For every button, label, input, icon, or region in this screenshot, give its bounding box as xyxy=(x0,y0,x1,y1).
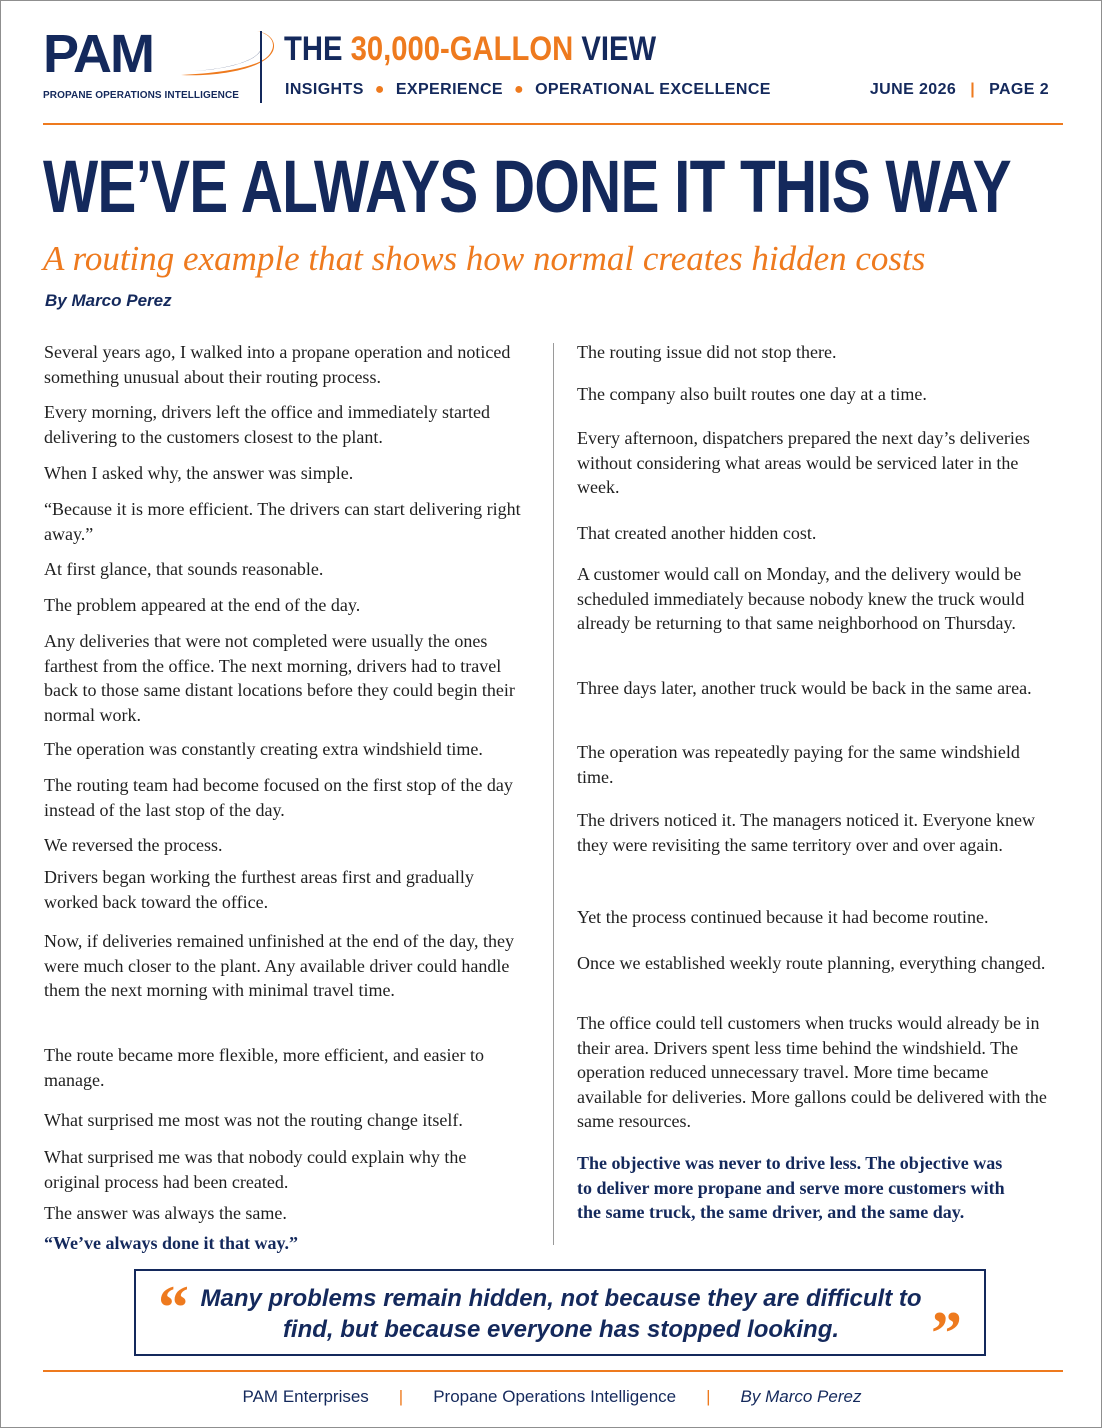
column-divider xyxy=(553,343,554,1245)
bullet-dot-icon: ● xyxy=(374,81,385,98)
page-number: PAGE 2 xyxy=(989,81,1049,98)
issue-date: JUNE 2026 xyxy=(869,81,957,98)
pillar-insights: INSIGHTS xyxy=(285,81,364,98)
masthead-accent: 30,000-GALLON xyxy=(350,30,574,68)
footer-separator: | xyxy=(706,1387,711,1406)
body-paragraph: The office could tell customers when trucks would already be in their area. Drivers spent less time behind the windshield. The operation reduced unnecessary travel. More time became available for deliveries. More gallons could be delivered with the same resources. xyxy=(577,1013,1047,1131)
body-paragraph: We reversed the process. xyxy=(44,835,223,855)
footer-separator: | xyxy=(398,1387,404,1406)
body-paragraph: Every morning, drivers left the office and immediately started delivering to the customers closest to the plant. xyxy=(44,402,491,447)
header-rule xyxy=(43,123,1063,125)
body-paragraph: Every afternoon, dispatchers prepared the next day’s deliveries without considering what areas would be serviced later in the week. xyxy=(577,428,1030,497)
body-paragraph: Yet the process continued because it had become routine. xyxy=(577,907,989,927)
body-paragraph: Any deliveries that were not completed were usually the ones farthest from the office. The next morning, drivers had to travel back to those same distant locations before they could begin their normal work. xyxy=(44,631,515,725)
pam-logo xyxy=(43,24,243,107)
article-byline: By Marco Perez xyxy=(45,291,172,310)
pull-quote-text: Many problems remain hidden, not because they are difficult to find, but because everyone has stopped looking. xyxy=(200,1285,922,1343)
closing-statement: The objective was never to drive less. The objective was to deliver more propane and serve more customers with the same truck, the same driver, and the same day. xyxy=(577,1153,1005,1222)
footer-publication: Propane Operations Intelligence xyxy=(433,1387,677,1406)
bullet-dot-icon: ● xyxy=(513,81,525,98)
masthead-prefix: THE xyxy=(284,30,343,68)
body-paragraph: The operation was repeatedly paying for the same windshield time. xyxy=(577,742,1020,787)
pillar-experience: EXPERIENCE xyxy=(395,81,503,98)
pull-quote xyxy=(134,1269,986,1368)
body-paragraph: What surprised me was that nobody could explain why the original process had been created. xyxy=(44,1147,467,1192)
logo-wordmark: PAM xyxy=(43,24,153,84)
body-paragraph: What surprised me most was not the routing change itself. xyxy=(44,1110,463,1130)
footer-company: PAM Enterprises xyxy=(242,1387,369,1406)
header-divider xyxy=(260,31,262,103)
footer-author: By Marco Perez xyxy=(740,1387,862,1406)
body-paragraph: Several years ago, I walked into a propane operation and noticed something unusual about their routing process. xyxy=(44,342,511,387)
pillar-operational-excellence: OPERATIONAL EXCELLENCE xyxy=(535,81,771,98)
body-paragraph: The company also built routes one day at a time. xyxy=(577,384,927,404)
body-paragraph: The routing team had become focused on the first stop of the day instead of the last stop of the day. xyxy=(44,775,513,820)
body-paragraph: Now, if deliveries remained unfinished at the end of the day, they were much closer to the plant. Any available driver could handle them the next morning with minimal travel time. xyxy=(44,931,515,1000)
close-quote-icon: ” xyxy=(931,1300,962,1368)
body-paragraph: Drivers began working the furthest areas first and gradually worked back toward the office. xyxy=(44,867,474,912)
body-paragraph: The problem appeared at the end of the day. xyxy=(44,595,361,615)
body-paragraph: The drivers noticed it. The managers noticed it. Everyone knew they were revisiting the same territory over and over again. xyxy=(577,810,1036,855)
issue-separator: | xyxy=(970,81,976,98)
swoosh-icon xyxy=(173,29,285,81)
article-headline: WE’VE ALWAYS DONE IT THIS WAY xyxy=(43,145,1011,228)
body-paragraph: A customer would call on Monday, and the delivery would be scheduled immediately because nobody knew the truck would already be returning to that same neighborhood on Thursday. xyxy=(577,564,1025,633)
issue-info xyxy=(870,81,1049,99)
body-paragraph: Three days later, another truck would be back in the same area. xyxy=(577,678,1032,698)
body-paragraph: The answer was always the same. xyxy=(44,1203,287,1223)
body-paragraph: When I asked why, the answer was simple. xyxy=(44,463,354,483)
masthead-pillars xyxy=(285,81,771,99)
body-paragraph: The operation was constantly creating extra windshield time. xyxy=(44,739,483,759)
body-paragraph: Once we established weekly route planning, everything changed. xyxy=(577,953,1046,973)
footer-rule xyxy=(43,1370,1063,1372)
body-paragraph: “Because it is more efficient. The drivers can start delivering right away.” xyxy=(44,499,521,544)
closing-quote: “We’ve always done it that way.” xyxy=(44,1233,298,1253)
masthead-title xyxy=(284,29,656,69)
masthead-suffix: VIEW xyxy=(581,30,657,68)
body-paragraph: The route became more flexible, more efficient, and easier to manage. xyxy=(44,1045,484,1090)
body-paragraph: That created another hidden cost. xyxy=(577,523,817,543)
logo-tagline: PROPANE OPERATIONS INTELLIGENCE xyxy=(43,90,240,101)
body-paragraph: The routing issue did not stop there. xyxy=(577,342,837,362)
page-footer xyxy=(1,1387,1102,1407)
open-quote-icon: “ xyxy=(158,1274,189,1342)
body-paragraph: At first glance, that sounds reasonable. xyxy=(44,559,324,579)
article-subheadline: A routing example that shows how normal creates hidden costs xyxy=(43,239,926,278)
